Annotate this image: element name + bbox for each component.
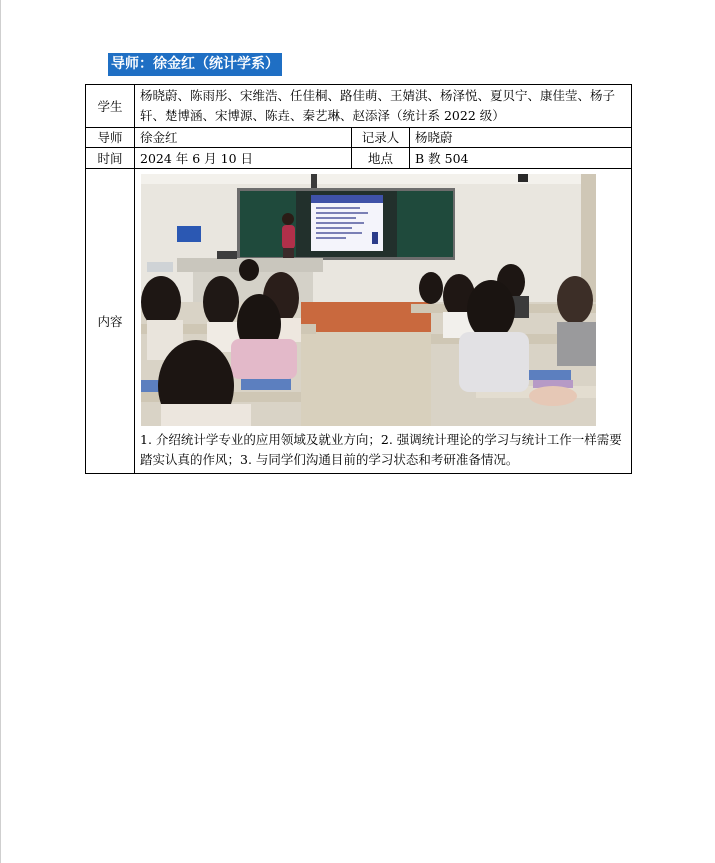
students-row (86, 85, 632, 128)
mentor-value: 徐金红 (135, 128, 352, 148)
page-edge (0, 0, 1, 863)
content-label: 内容 (86, 169, 135, 474)
mentor-label: 导师 (86, 128, 135, 148)
location-label: 地点 (352, 148, 410, 169)
students-value: 杨晓蔚、陈雨彤、宋维浩、任佳桐、路佳萌、王婧淇、杨泽悦、夏贝宁、康佳莹、杨子轩、楚博涵、宋博源、陈垚、秦艺琳、赵添泽（统计系 2022 级） (135, 85, 632, 128)
recorder-label: 记录人 (352, 128, 410, 148)
location-value: B 教 504 (410, 148, 632, 169)
time-value: 2024 年 6 月 10 日 (135, 148, 352, 169)
classroom-photo (141, 174, 596, 426)
recorder-value: 杨晓蔚 (410, 128, 632, 148)
students-label: 学生 (86, 85, 135, 128)
record-table (85, 84, 632, 474)
content-row (86, 169, 632, 474)
mentor-row (86, 128, 632, 148)
content-cell (135, 169, 632, 474)
time-row (86, 148, 632, 169)
time-label: 时间 (86, 148, 135, 169)
content-description: 1. 介绍统计学专业的应用领域及就业方向；2. 强调统计理论的学习与统计工作一样需要踏实认真的作风；3. 与同学们沟通目前的学习状态和考研准备情况。 (140, 432, 622, 467)
section-heading: 导师：徐金红（统计学系） (108, 53, 282, 76)
